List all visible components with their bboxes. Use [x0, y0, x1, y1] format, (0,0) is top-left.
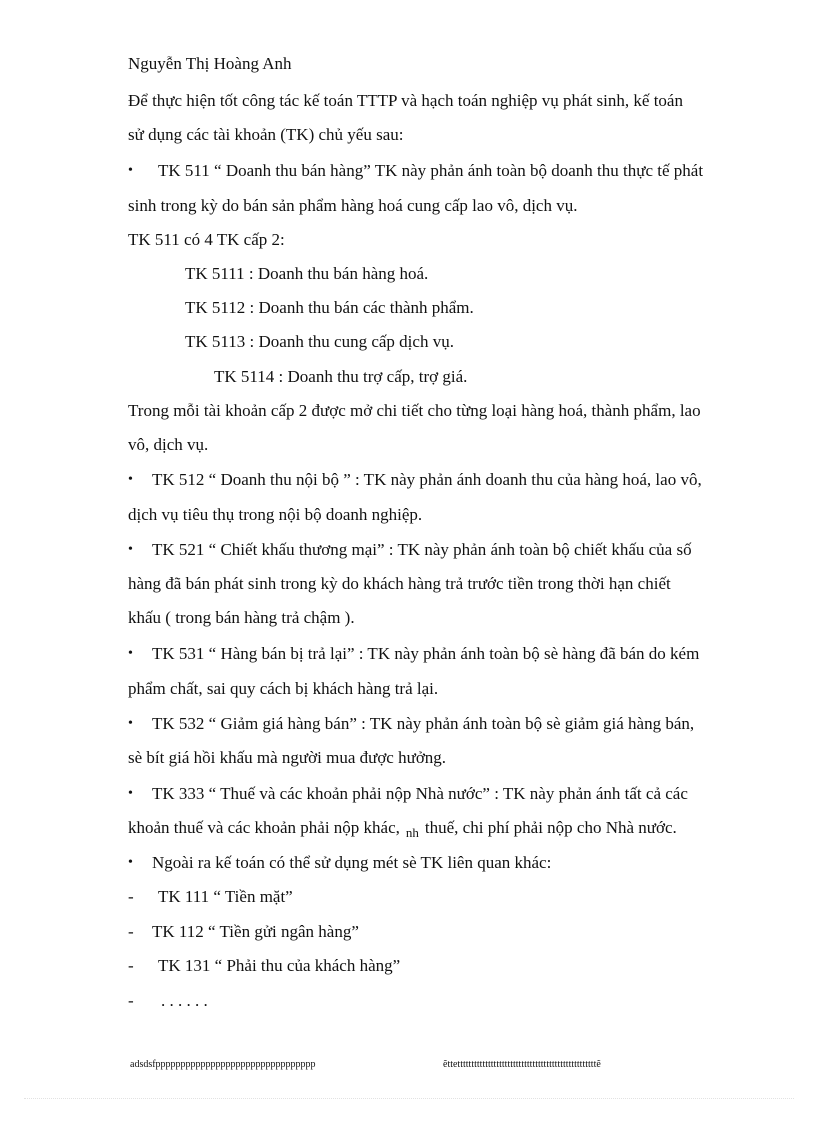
- bullet-icon: •: [128, 542, 133, 557]
- tk5114-line: TK 5114 : Doanh thu trợ cấp, trợ giá.: [214, 367, 468, 386]
- tk111-item: TK 111 “ Tiền mặt”: [158, 887, 293, 906]
- tk511-line-1: TK 511 “ Doanh thu bán hàng” TK này phản ánh toàn bộ doanh thu thực tế phát: [158, 161, 704, 180]
- author-name: Nguyễn Thị Hoàng Anh: [128, 54, 292, 73]
- bullet-icon: •: [128, 472, 133, 487]
- bullet-icon: •: [128, 855, 133, 870]
- tk532-line-1: TK 532 “ Giảm giá hàng bán” : TK này phản ánh toàn bộ sè giảm giá hàng bán,: [152, 714, 695, 733]
- tk531-line-2: phẩm chất, sai quy cách bị khách hàng trả lại.: [128, 679, 439, 698]
- tk131-item: TK 131 “ Phải thu của khách hàng”: [158, 956, 401, 975]
- bullet-icon: •: [128, 716, 133, 731]
- tk532-line-2: sè bít giá hồi khấu mà người mua được hưởng.: [128, 748, 447, 767]
- tk511-detail-line-1: Trong mỗi tài khoản cấp 2 được mở chi tiết cho từng loại hàng hoá, thành phẩm, lao: [128, 401, 701, 420]
- page-bottom-divider: [24, 1098, 794, 1099]
- tk5111-line: TK 5111 : Doanh thu bán hàng hoá.: [185, 264, 429, 283]
- tk511-line-2: sinh trong kỳ do bán sản phẩm hàng hoá cung cấp lao vô, dịch vụ.: [128, 196, 578, 215]
- bullet-icon: •: [128, 646, 133, 661]
- bullet-icon: •: [128, 786, 133, 801]
- dash-marker: -: [128, 991, 134, 1010]
- ellipsis-item: . . . . . .: [161, 991, 208, 1010]
- bullet-icon: •: [128, 163, 133, 178]
- tk333-line-1: TK 333 “ Thuế và các khoản phải nộp Nhà nước” : TK này phản ánh tất cả các: [152, 784, 688, 803]
- intro-line-2: sử dụng các tài khoản (TK) chủ yếu sau:: [128, 125, 404, 144]
- tk112-item: TK 112 “ Tiền gửi ngân hàng”: [152, 922, 359, 941]
- tk333-line-2-end: thuế, chi phí phải nộp cho Nhà nước.: [424, 818, 677, 837]
- tk531-line-1: TK 531 “ Hàng bán bị trả lại” : TK này phản ánh toàn bộ sè hàng đã bán do kém: [152, 644, 700, 663]
- tk511-level2-intro: TK 511 có 4 TK cấp 2:: [128, 230, 285, 249]
- tk5113-line: TK 5113 : Doanh thu cung cấp dịch vụ.: [185, 332, 454, 351]
- tk333-line-2-subscript: nh: [405, 825, 419, 840]
- footer-right-text: ẽttettttttttttttttttttttttttttttttttttttttttttttttttttẽ: [443, 1059, 601, 1070]
- footer-left-text: adsdsfpppppppppppppppppppppppppppppppp: [130, 1059, 316, 1070]
- tk521-line-2: hàng đã bán phát sinh trong kỳ do khách hàng trả trước tiền trong thời hạn chiết: [128, 574, 671, 593]
- tk512-line-2: dịch vụ tiêu thụ trong nội bộ doanh nghiệp.: [128, 505, 423, 524]
- intro-line-1: Để thực hiện tốt công tác kế toán TTTP và hạch toán nghiệp vụ phát sinh, kế toán: [128, 91, 683, 110]
- dash-marker: -: [128, 887, 134, 906]
- dash-marker: -: [128, 956, 134, 975]
- tk521-line-1: TK 521 “ Chiết khấu thương mại” : TK này phản ánh toàn bộ chiết khấu của số: [152, 540, 692, 559]
- tk5112-line: TK 5112 : Doanh thu bán các thành phẩm.: [185, 298, 474, 317]
- tk333-line-2-start: khoản thuế và các khoản phải nộp khác,: [128, 818, 400, 837]
- tk511-detail-line-2: vô, dịch vụ.: [128, 435, 209, 454]
- other-accounts-intro: Ngoài ra kế toán có thể sử dụng mét sè TK liên quan khác:: [152, 853, 552, 872]
- tk512-line-1: TK 512 “ Doanh thu nội bộ ” : TK này phản ánh doanh thu của hàng hoá, lao vô,: [152, 470, 702, 489]
- tk521-line-3: khấu ( trong bán hàng trả chậm ).: [128, 608, 355, 627]
- dash-marker: -: [128, 922, 134, 941]
- tk333-line-2: [128, 817, 677, 840]
